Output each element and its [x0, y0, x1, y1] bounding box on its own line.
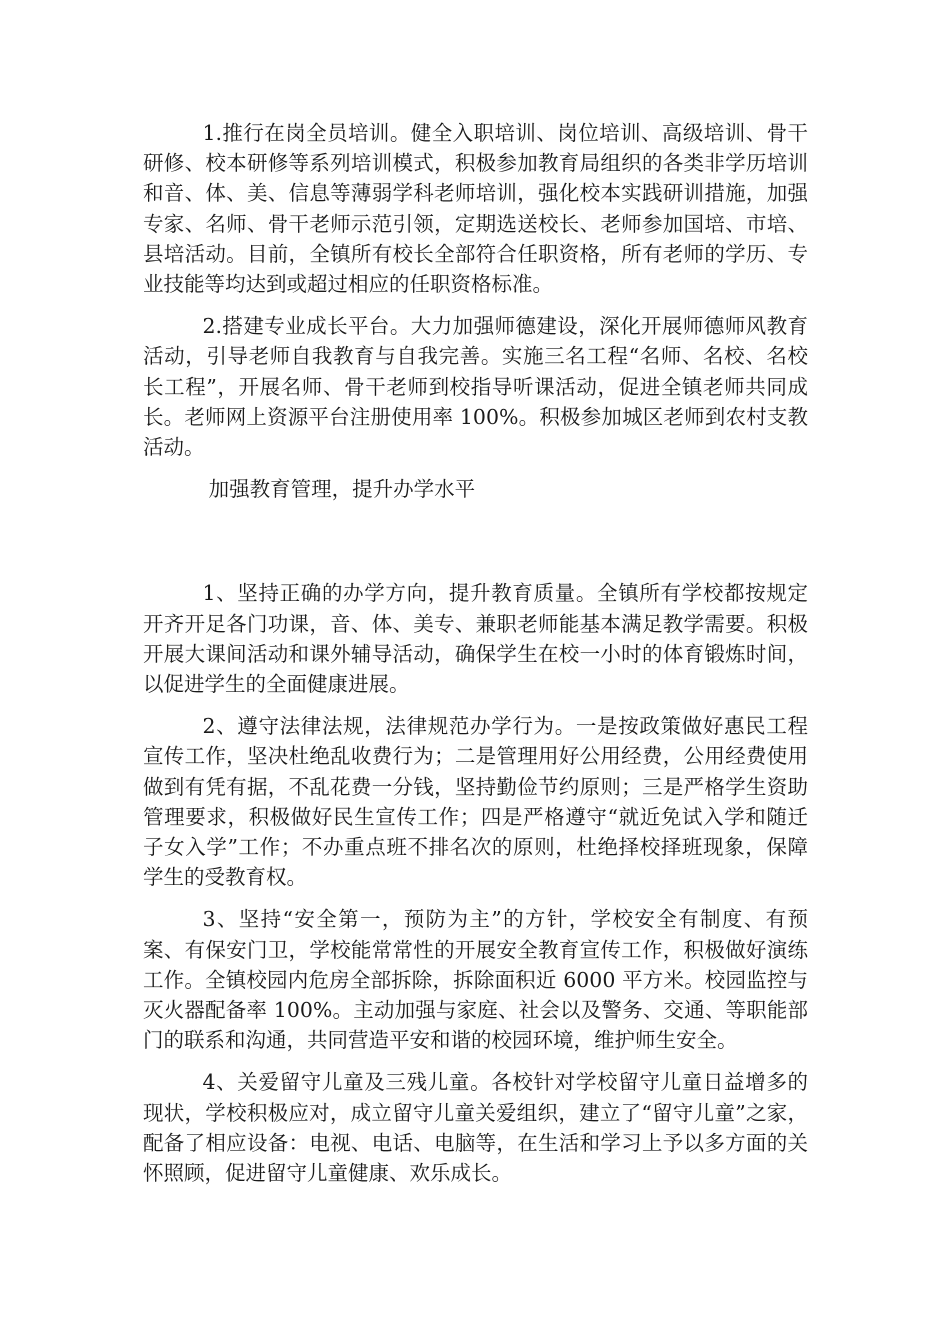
document-body: [143, 118, 808, 1200]
paragraph-safety-first: 3、坚持“安全第一，预防为主”的方针，学校安全有制度、有预案、有保安门卫，学校能常常性的开展安全教育宣传工作，积极做好演练工作。全镇校园内危房全部拆除，拆除面积近 6000 平方米。校园监控与灭火器配备率 100%。主动加强与家庭、社会以及警务、交通、等职能部门的联系和沟通，共同营造平安和谐的校园环境，维护师生安全。: [143, 907, 808, 1053]
paragraph-laws-regulations: 2、遵守法律法规，法律规范办学行为。一是按政策做好惠民工程宣传工作，坚决杜绝乱收费行为；二是管理用好公用经费，公用经费使用做到有凭有据，不乱花费一分钱，坚持勤俭节约原则；三是严格学生资助管理要求，积极做好民生宣传工作；四是严格遵守“就近免试入学和随迁子女入学”工作；不办重点班不排名次的原则，杜绝择校择班现象，保障学生的受教育权。: [143, 714, 808, 890]
section-heading: 加强教育管理，提升办学水平: [208, 477, 476, 502]
paragraph-teacher-training: 1.推行在岗全员培训。健全入职培训、岗位培训、高级培训、骨干研修、校本研修等系列培训模式，积极参加教育局组织的各类非学历培训和音、体、美、信息等薄弱学科老师培训，强化校本实践研训措施，加强专家、名师、骨干老师示范引领，定期选送校长、老师参加国培、市培、县培活动。目前，全镇所有校长全部符合任职资格，所有老师的学历、专业技能等均达到或超过相应的任职资格标准。: [143, 121, 808, 297]
paragraph-left-behind-children: 4、关爱留守儿童及三残儿童。各校针对学校留守儿童日益增多的现状，学校积极应对，成立留守儿童关爱组织，建立了“留守儿童”之家，配备了相应设备：电视、电话、电脑等，在生活和学习上予以多方面的关怀照顾，促进留守儿童健康、欢乐成长。: [143, 1070, 808, 1186]
paragraph-school-direction: 1、坚持正确的办学方向，提升教育质量。全镇所有学校都按规定开齐开足各门功课，音、体、美专、兼职老师能基本满足教学需要。积极开展大课间活动和课外辅导活动，确保学生在校一小时的体育锻炼时间，以促进学生的全面健康进展。: [143, 581, 808, 697]
blank-space: [143, 504, 808, 578]
paragraph-growth-platform: 2.搭建专业成长平台。大力加强师德建设，深化开展师德师风教育活动，引导老师自我教育与自我完善。实施三名工程“名师、名校、名校长工程”，开展名师、骨干老师到校指导听课活动，促进全镇老师共同成长。老师网上资源平台注册使用率 100%。积极参加城区老师到农村支教活动。: [143, 314, 808, 460]
